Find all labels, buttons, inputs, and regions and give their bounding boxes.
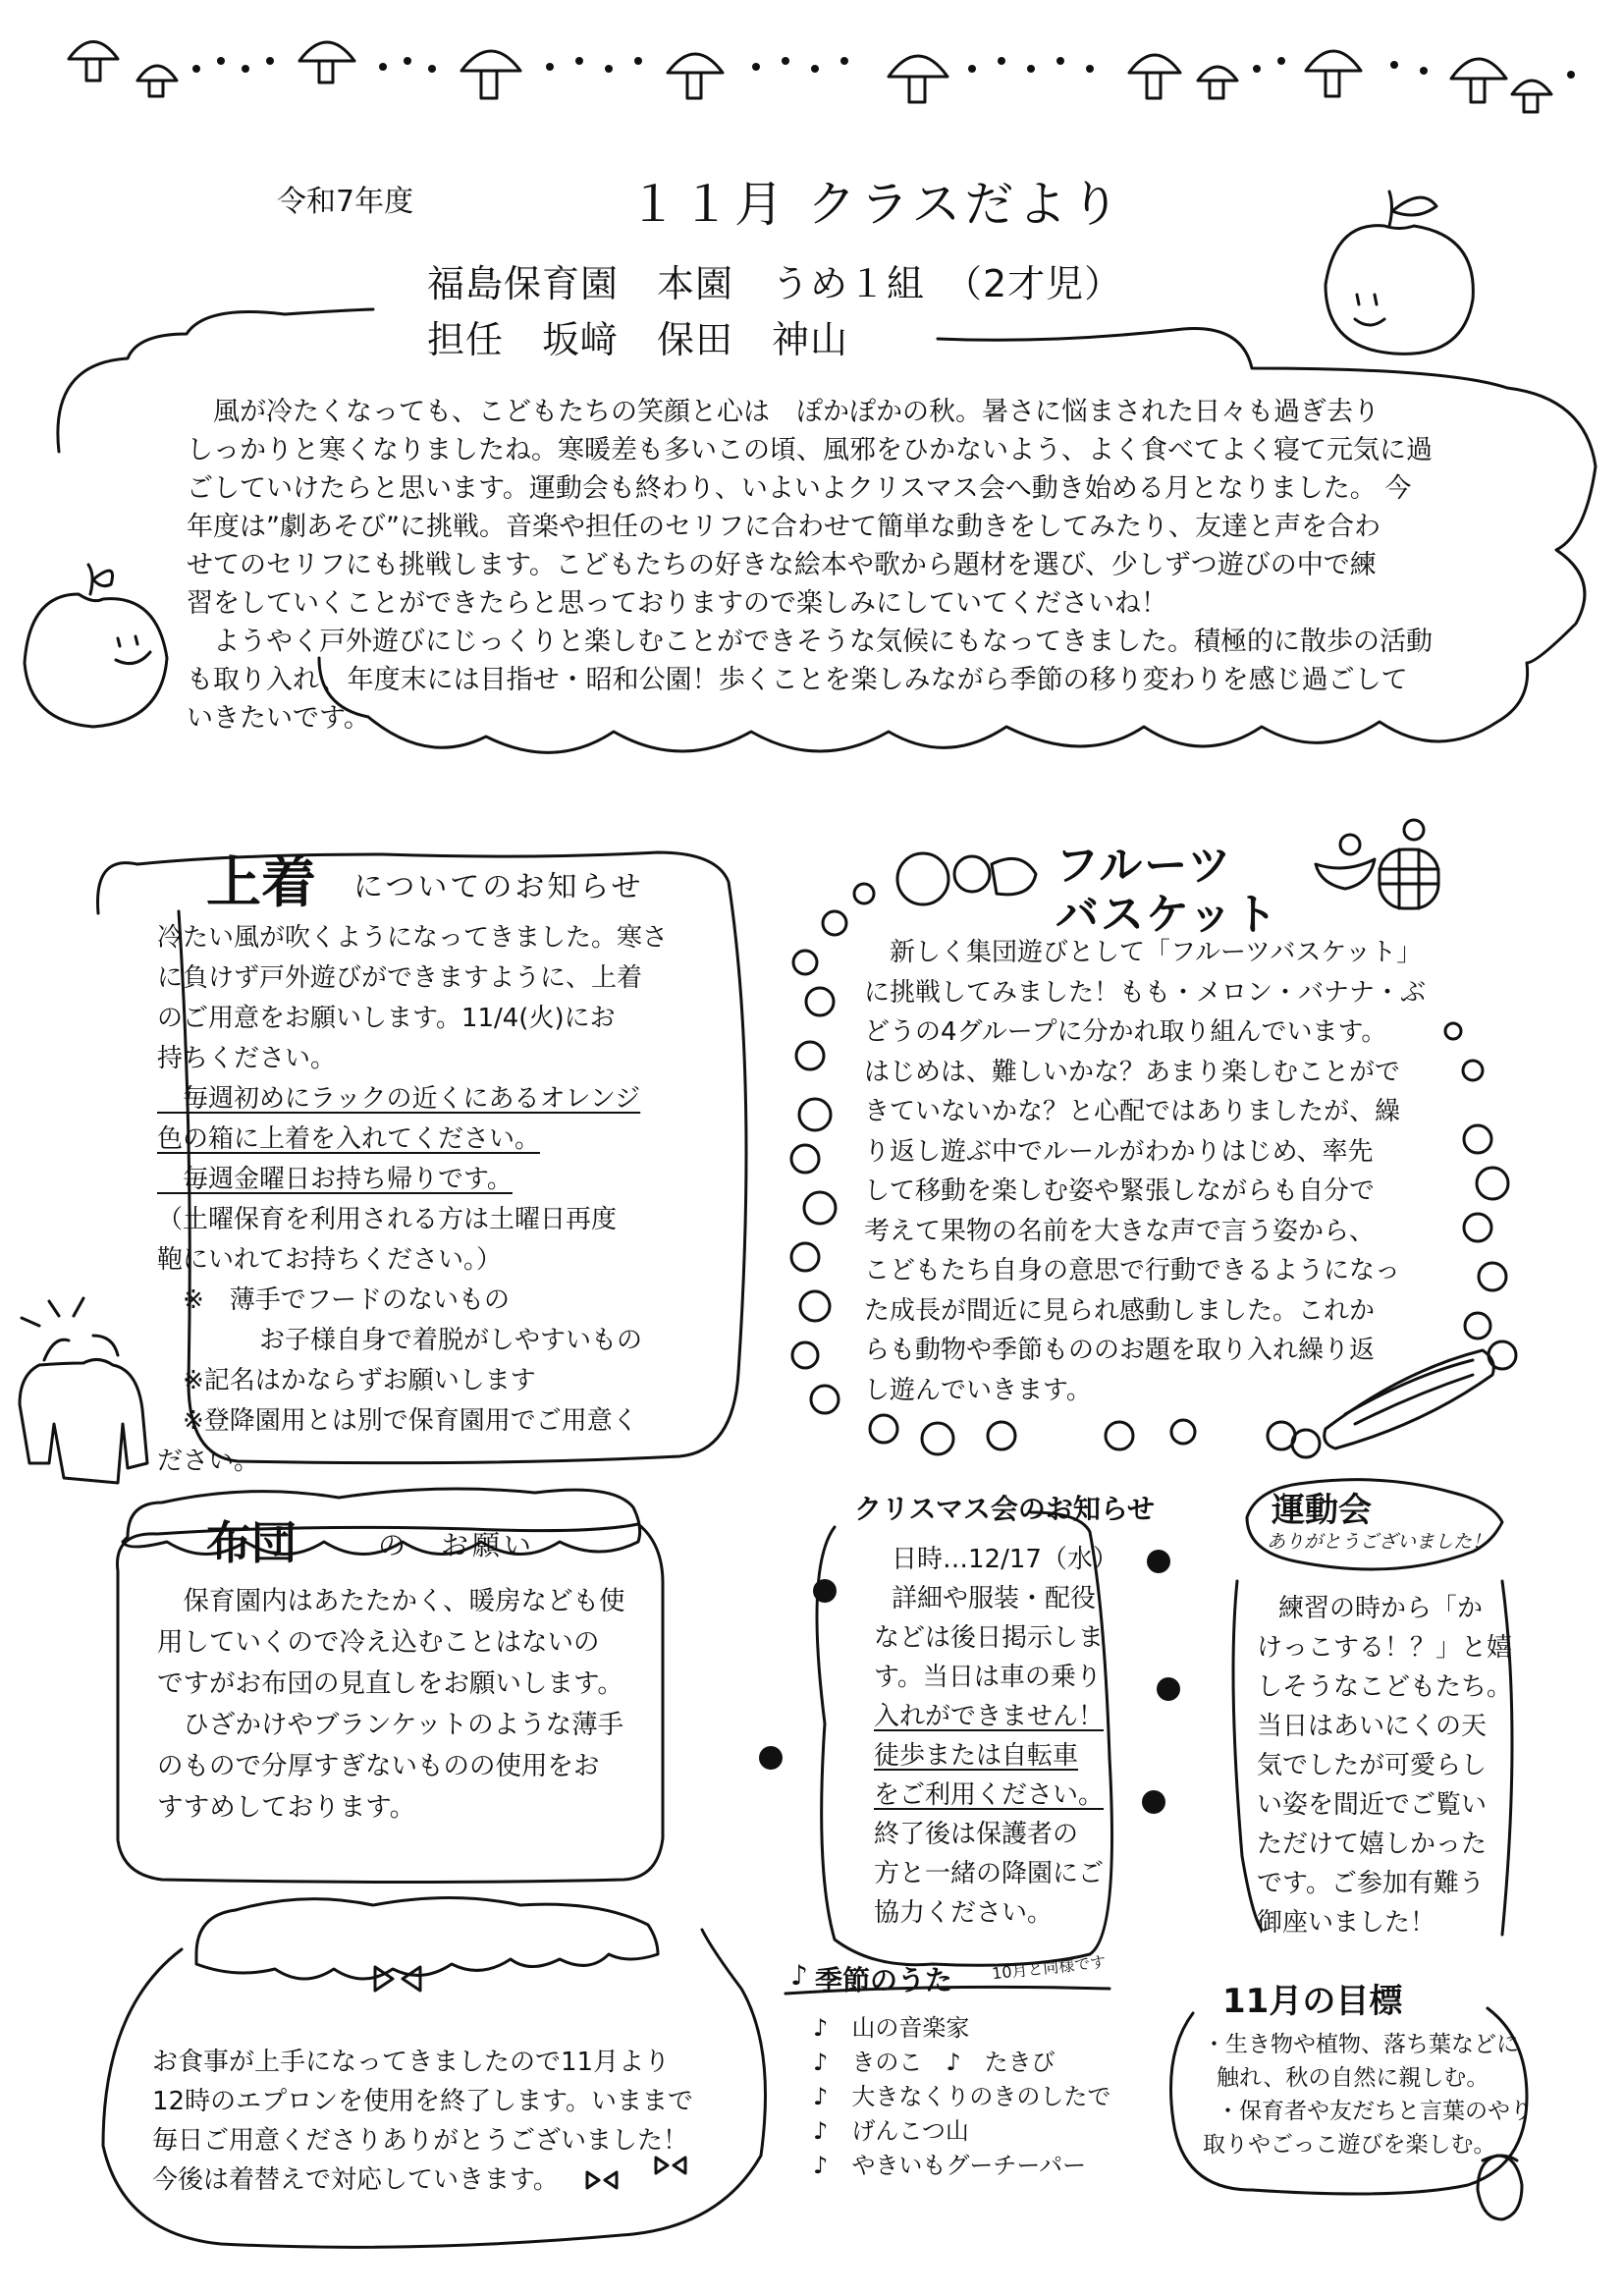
song-item: ♪ げんこつ山: [813, 2117, 969, 2145]
apron-line: お食事が上手になってきましたので11月より: [152, 2048, 671, 2077]
intro-line: せてのセリフにも挑戦します。こどもたちの好きな絵本や歌から題材を選び、少しずつ遊びの中で練: [187, 550, 1377, 580]
fiscal-year: 令和7年度: [277, 185, 414, 219]
fruits-text: [864, 933, 1426, 1410]
apple-icon: [1326, 191, 1473, 354]
mushroom-icon: [69, 42, 118, 82]
apple-icon: [25, 565, 167, 727]
goals-line: ・生き物や植物、落ち葉などに: [1203, 2032, 1519, 2057]
intro-line: も取り入れ、年度末には目指せ・昭和公園！歩くことを楽しみながら季節の移り変わりを感じ過ごして: [187, 665, 1408, 695]
fruits-line: 新しく集団遊びとして「フルーツバスケット」: [864, 938, 1423, 967]
mushroom-icon: [137, 66, 177, 96]
jacket-title-main: 上着: [206, 851, 316, 915]
christmas-line: 終了後は保護者の: [874, 1820, 1079, 1849]
futon-line: ですがお布団の見直しをお願いします。: [157, 1668, 623, 1699]
sports-line: です。ご参加有難う: [1257, 1869, 1485, 1898]
sports-line: 当日はあいにくの天: [1257, 1712, 1488, 1741]
fruits-title-line1: フルーツ: [1056, 841, 1233, 891]
fruits-line: た成長が間近に見られ感動しました。これか: [864, 1295, 1376, 1326]
acorn-icon: [1478, 2156, 1522, 2219]
intro-line: しっかりと寒くなりましたね。寒暖差も多いこの頃、風邪をひかないよう、よく食べてよく寝て元気に過: [187, 435, 1433, 465]
jacket-line: 毎週初めにラックの近くにあるオレンジ: [157, 1084, 641, 1114]
goals-text: [1203, 2028, 1533, 2161]
christmas-line: 詳細や服装・配役: [892, 1584, 1097, 1613]
jacket-line: 毎週金曜日お持ち帰りです。: [157, 1165, 513, 1194]
jacket-line: 色の箱に上着を入れてください。: [157, 1124, 541, 1154]
christmas-title: クリスマス会のお知らせ: [854, 1493, 1156, 1525]
sports-subtitle: ありがとうございました！: [1267, 1531, 1491, 1553]
song-item: ♪ 大きなくりのきのしたで: [813, 2083, 1111, 2110]
mushroom-border: [69, 42, 1551, 113]
intro-line: 年度は”劇あそび”に挑戦。音楽や担任のセリフに合わせて簡単な動きをしてみたり、友達と声を合わ: [187, 512, 1380, 542]
fruits-title-line2: バスケット: [1056, 890, 1279, 940]
jacket-line: ※登降園用とは別で保育園用でご用意く: [157, 1406, 638, 1436]
mushroom-icon: [889, 56, 947, 102]
mushroom-icon: [1129, 55, 1180, 98]
jacket-line: 持ちください。: [157, 1044, 337, 1073]
music-note-icon: ♪: [790, 1959, 808, 1992]
futon-title-sub: の お願い: [378, 1529, 536, 1561]
songs-title: 季節のうた: [815, 1964, 953, 1996]
jacket-line: （土曜保育を利用される方は土曜日再度: [157, 1205, 618, 1234]
jacket-title-sub: についてのお知らせ: [353, 870, 644, 904]
futon-title-main: 布団: [206, 1516, 297, 1569]
intro-line: 風が冷たくなっても、こどもたちの笑顔と心は ぽかぽかの秋。暑さに悩まされた日々も過ぎ去り: [187, 397, 1380, 427]
teachers-line: 担任 坂﨑 保田 神山: [427, 318, 849, 361]
jacket-line: のご用意をお願いします。11/4(火)にお: [157, 1004, 616, 1033]
mushroom-icon: [1451, 59, 1506, 102]
mushroom-icon: [299, 42, 354, 82]
sports-line: 御座いました！: [1257, 1908, 1436, 1938]
apron-line: 今後は着替えで対応していきます。: [152, 2165, 559, 2195]
christmas-line: 徒歩または自転車: [874, 1741, 1079, 1771]
intro-line: いきたいです。: [187, 703, 370, 734]
sweater-icon: [20, 1298, 147, 1483]
christmas-line: 方と一緒の降園にご: [874, 1859, 1105, 1888]
fruits-line: し遊んでいきます。: [864, 1375, 1092, 1405]
sports-line: い姿を間近でご覧い: [1257, 1790, 1488, 1820]
jacket-line: に負けず戸外遊びができますように、上着: [157, 963, 643, 993]
sports-line: 気でしたが可愛らし: [1257, 1751, 1488, 1780]
jacket-line: ※記名はかならずお願いします: [157, 1366, 536, 1395]
fruits-line: らも動物や季節もののお題を取り入れ繰り返: [864, 1336, 1376, 1365]
fruits-line: 考えて果物の名前を大きな声で言う姿から、: [864, 1216, 1376, 1246]
futon-line: 用していくので冷え込むことはないの: [157, 1627, 600, 1658]
sports-title: 運動会: [1272, 1491, 1372, 1530]
class-line: 福島保育園 本園 うめ１組 （2才児）: [427, 262, 1123, 305]
christmas-line: をご利用ください。: [874, 1780, 1105, 1810]
christmas-line: 入れができません！: [874, 1702, 1105, 1731]
christmas-text: [874, 1540, 1118, 1933]
sports-text: [1257, 1589, 1512, 1942]
apron-line: 12時のエプロンを使用を終了します。いままで: [152, 2087, 694, 2116]
goals-line: 取りやごっこ遊びを楽しむ。: [1203, 2132, 1496, 2158]
futon-line: ひざかけやブランケットのような薄手: [157, 1710, 624, 1740]
christmas-line: 協力ください。: [874, 1898, 1054, 1928]
sports-line: ただけて嬉しかった: [1257, 1830, 1488, 1859]
apron-line: 毎日ご用意くださりありがとうございました！: [152, 2126, 689, 2156]
goals-title: 11月の目標: [1222, 1982, 1403, 2021]
futon-line: のもので分厚すぎないものの使用をお: [157, 1751, 600, 1781]
mushroom-icon: [461, 51, 520, 98]
sports-line: けっこする！？」と嬉: [1257, 1633, 1513, 1663]
sports-line: 練習の時から「か: [1278, 1594, 1484, 1623]
goals-line: 触れ、秋の自然に親しむ。: [1217, 2065, 1489, 2091]
jacket-line: ※ 薄手でフードのないもの: [157, 1285, 511, 1315]
song-item: ♪ きのこ ♪ たきび: [813, 2049, 1056, 2076]
mushroom-icon: [668, 54, 723, 98]
futon-text: [157, 1581, 624, 1829]
jacket-line: 冷たい風が吹くようになってきました。寒さ: [157, 923, 669, 953]
christmas-line: 日時…12/17（水）: [892, 1545, 1118, 1574]
fruits-line: こどもたち自身の意思で行動できるようになっ: [864, 1256, 1401, 1285]
apron-lace: [196, 1898, 658, 1980]
sports-line: しそうなこどもたち。: [1257, 1672, 1513, 1702]
song-item: ♪ やきいもグーチーパー: [813, 2152, 1087, 2179]
mushroom-icon: [1512, 81, 1551, 112]
bow-icon: [375, 1967, 420, 1991]
futon-line: すすめしております。: [157, 1792, 416, 1823]
intro-line: ごしていけたらと思います。運動会も終わり、いよいよクリスマス会へ動き始める月となりました。 今: [187, 473, 1412, 504]
apron-text: [152, 2043, 693, 2200]
song-item: ♪ 山の音楽家: [813, 2014, 970, 2042]
fruits-line: して移動を楽しむ姿や緊張しながらも自分で: [864, 1176, 1376, 1206]
mushroom-icon: [1198, 67, 1237, 98]
fruits-line: に挑戦してみました！もも・メロン・バナナ・ぶ: [864, 977, 1427, 1008]
jacket-line: お子様自身で着脱がしやすいもの: [157, 1326, 643, 1355]
fruits-line: きていないかな？と心配ではありましたが、繰: [864, 1097, 1401, 1126]
fruits-line: はじめは、難しいかな？あまり楽しむことがで: [864, 1057, 1401, 1087]
jacket-line: 鞄にいれてお持ちください。）: [157, 1245, 503, 1275]
songs-note: 10月と同様です: [991, 1952, 1108, 1984]
goals-line: ・保育者や友だちと言葉のやり: [1217, 2099, 1533, 2124]
dot-border: [192, 57, 1575, 79]
fruits-line: り返し遊ぶ中でルールがわかりはじめ、率先: [864, 1136, 1374, 1167]
mushroom-icon: [1306, 51, 1361, 96]
intro-text: [187, 393, 1453, 738]
intro-line: 習をしていくことができたらと思っておりますので楽しみにしていてくださいね！: [187, 588, 1167, 619]
page-title: １１月 クラスだより: [628, 176, 1124, 233]
christmas-line: などは後日掲示しま: [874, 1623, 1105, 1653]
jacket-line: ださい。: [157, 1447, 260, 1476]
fruits-line: どうの4グループに分かれ取り組んでいます。: [864, 1017, 1387, 1047]
songs-list: [813, 2011, 1110, 2183]
intro-line: ようやく戸外遊びにじっくりと楽しむことができそうな気候にもなってきました。積極的に散歩の活動: [187, 627, 1433, 657]
jacket-text: [157, 918, 668, 1482]
christmas-line: す。当日は車の乗り: [874, 1663, 1102, 1692]
futon-line: 保育園内はあたたかく、暖房なども使: [157, 1586, 625, 1616]
